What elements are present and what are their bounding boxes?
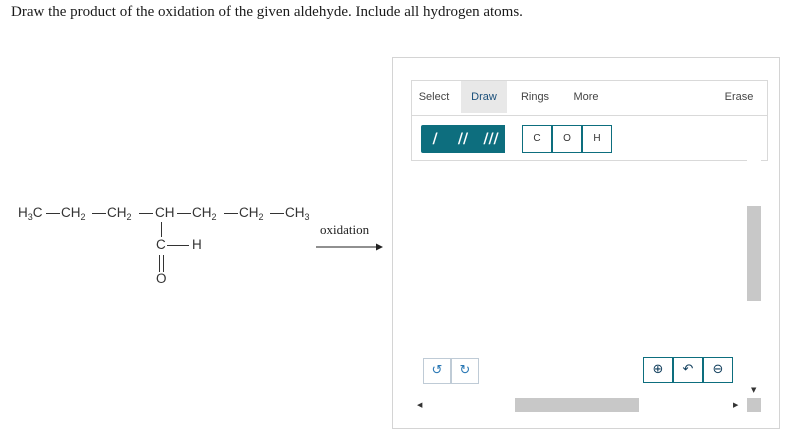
single-bond-tool[interactable]: / [421, 125, 449, 153]
scroll-left-arrow-icon[interactable]: ◀ [417, 401, 423, 409]
scroll-right-arrow-icon[interactable]: ▶ [733, 401, 739, 409]
element-o-button[interactable]: O [552, 125, 582, 153]
atom-branch-h: H [192, 237, 202, 252]
atom-h3c: $H_3C$ [18, 205, 43, 222]
zoom-in-icon[interactable]: ⊕ [643, 357, 673, 383]
scroll-corner [747, 398, 761, 412]
tab-rings[interactable]: Rings [520, 91, 550, 103]
structure-editor[interactable] [392, 57, 780, 429]
undo-icon[interactable]: ↺ [423, 358, 451, 384]
double-bond-tool[interactable]: // [449, 125, 477, 153]
atom-ch3: $CH_3$ [285, 205, 310, 222]
tab-more[interactable]: More [573, 91, 599, 103]
atom-ch2-2: $CH_2$ [107, 205, 132, 222]
editor-toolbar [411, 80, 768, 116]
element-c-button[interactable]: C [522, 125, 552, 153]
element-h-button[interactable]: H [582, 125, 612, 153]
tab-erase[interactable]: Erase [724, 91, 754, 103]
atom-branch-c: C [156, 237, 166, 252]
redo-icon[interactable]: ↻ [451, 358, 479, 384]
arrow-label: oxidation [320, 222, 370, 237]
atom-ch: CH [155, 205, 175, 220]
horizontal-scrollbar-thumb[interactable] [515, 398, 639, 412]
draw-tools [411, 114, 768, 161]
reset-zoom-icon[interactable]: ↶ [673, 357, 703, 383]
tab-draw[interactable]: Draw [461, 81, 507, 113]
scroll-down-arrow-icon[interactable]: ▼ [751, 386, 757, 394]
vertical-scrollbar-thumb[interactable] [747, 206, 761, 301]
atom-ch2-4: $CH_2$ [239, 205, 264, 222]
atom-ch2-1: $CH_2$ [61, 205, 86, 222]
tab-select[interactable]: Select [418, 91, 450, 103]
reaction-arrow [316, 242, 384, 252]
zoom-out-icon[interactable]: ⊖ [703, 357, 733, 383]
atom-branch-o: O [156, 271, 167, 286]
question-text: Draw the product of the oxidation of the given aldehyde. Include all hydrogen atoms. [11, 4, 523, 20]
triple-bond-tool[interactable]: /// [477, 125, 505, 153]
atom-ch2-3: $CH_2$ [192, 205, 217, 222]
